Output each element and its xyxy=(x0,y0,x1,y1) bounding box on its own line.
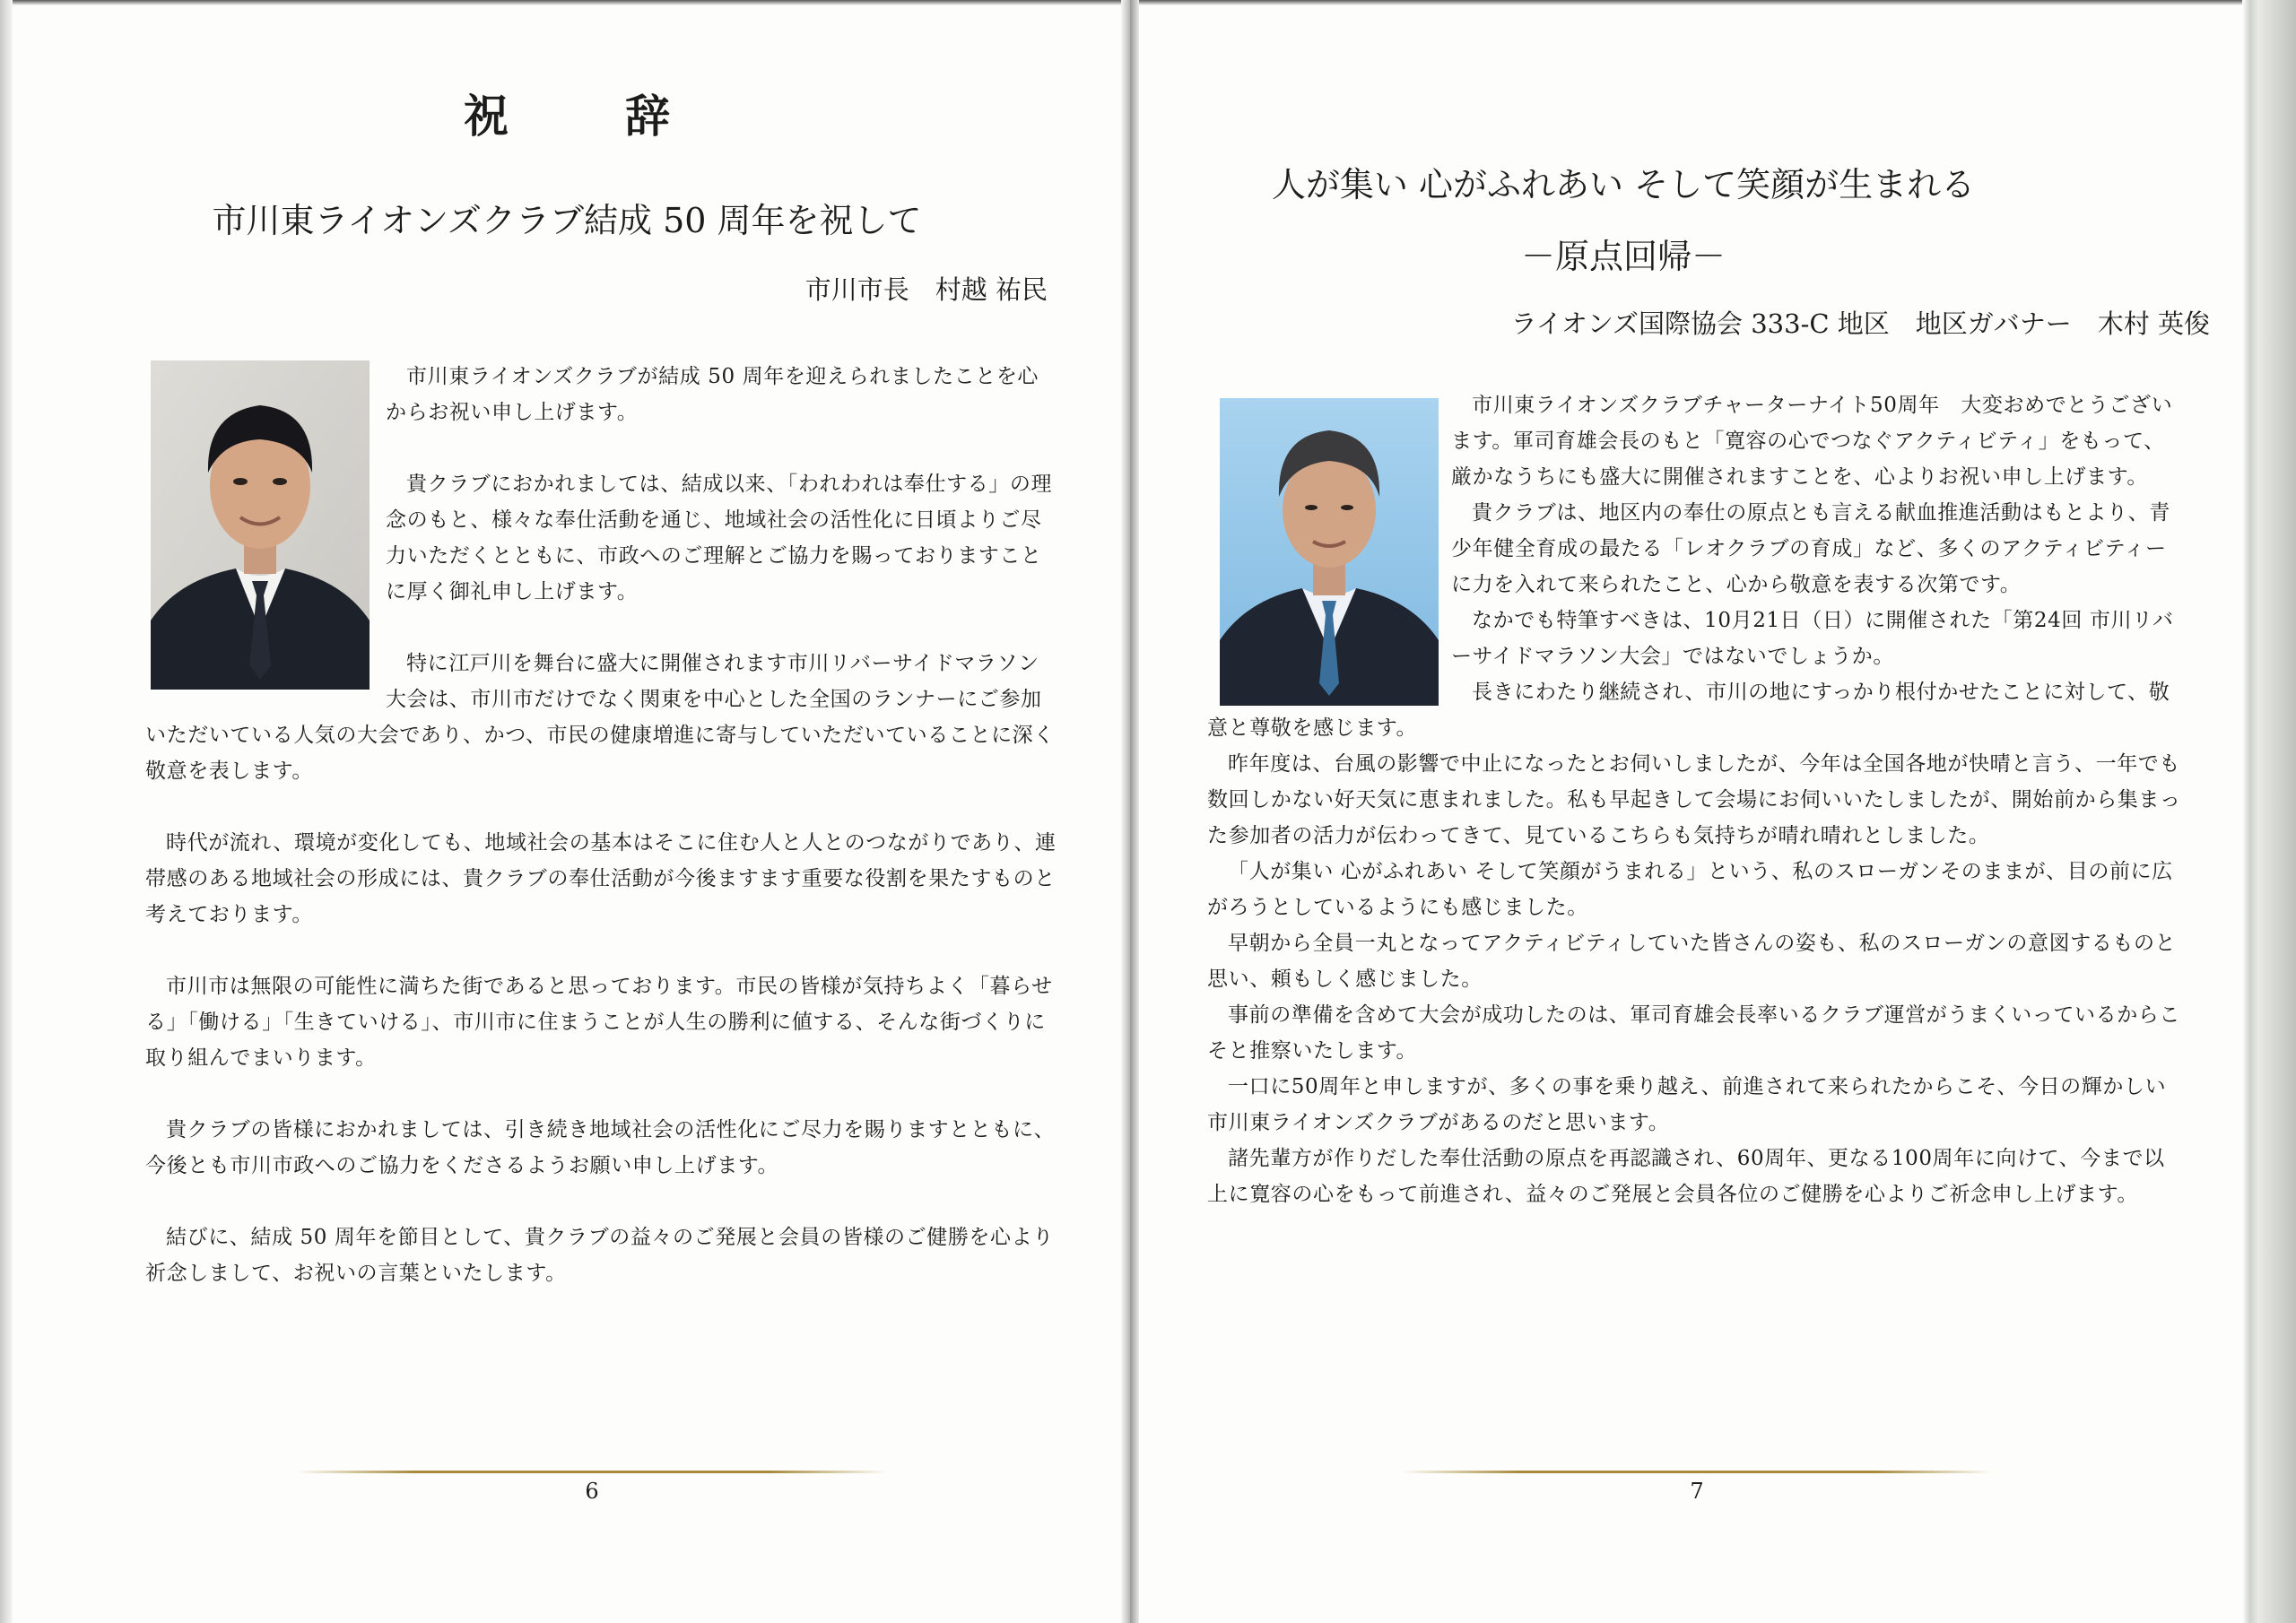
page-number: 6 xyxy=(585,1479,599,1504)
page-title: 祝 辞 xyxy=(464,90,706,143)
left-paragraph-3: 特に江戸川を舞台に盛大に開催されます市川リバーサイドマラソン大会は、市川市だけでなく関東を中心とした全国のランナーにご参加いただいている人気の大会であり、かつ、市民の健康増進に寄与していただいていることに深く敬意を表します。 xyxy=(145,652,1055,783)
left-paragraph-4: 時代が流れ、環境が変化しても、地域社会の基本はそこに住む人と人とのつながりであり、連帯感のある地域社会の形成には、貴クラブの奉仕活動が今後ますます重要な役割を果たすものと考えております。 xyxy=(145,831,1057,926)
left-page xyxy=(13,0,1121,1623)
left-paragraph-5: 市川市は無限の可能性に満ちた街であると思っております。市民の皆様が気持ちよく「暮らせる」「働ける」「生きていける」、市川市に住まうことが人生の勝利に値する、そんな街づくりに取り組んでまいります。 xyxy=(145,975,1053,1070)
right-paragraph-1: 市川東ライオンズクラブチャーターナイト50周年 大変おめでとうございます。軍司育雄会長のもと「寛容の心でつなぐアクティビティ」をもって、厳かなうちにも盛大に開催されますことを、心よりお祝い申し上げます。 xyxy=(1451,394,2173,489)
left-byline: 市川市長 村越 祐民 xyxy=(804,274,1048,305)
left-paragraph-1: 市川東ライオンズクラブが結成 50 周年を迎えられましたことを心からお祝い申し上げます。 xyxy=(386,365,1039,424)
right-paragraph-7: 早朝から全員一丸となってアクティビティしていた皆さんの姿も、私のスローガンの意図するものと思い、頼もしく感じました。 xyxy=(1207,932,2177,991)
right-paragraph-3: なかでも特筆すべきは、10月21日（日）に開催された「第24回 市川リバーサイドマラソン大会」ではないでしょうか。 xyxy=(1451,609,2174,668)
book-gutter xyxy=(1121,0,1139,1623)
footer-rule xyxy=(296,1471,888,1473)
left-paragraph-6: 貴クラブの皆様におかれましては、引き続き地域社会の活性化にご尽力を賜りますとともに、今後とも市川市政へのご協力をくださるようお願い申し上げます。 xyxy=(145,1118,1056,1177)
right-page xyxy=(1139,0,2242,1623)
left-paragraph-2: 貴クラブにおかれましては、結成以来、「われわれは奉仕する」の理念のもと、様々な奉仕活動を通じ、地域社会の活性化に日頃よりご尽力いただくとともに、市政へのご理解とご協力を賜っておりますことに厚く御礼申し上げます。 xyxy=(386,473,1053,603)
right-byline: ライオンズ国際協会 333-C 地区 地区ガバナー 木村 英俊 xyxy=(1510,308,2210,339)
right-paragraph-10: 諸先輩方が作りだした奉仕活動の原点を再認識され、60周年、更なる100周年に向けて、今まで以上に寛容の心をもって前進され、益々のご発展と会員各位のご健勝を心よりご祈念申し上げます。 xyxy=(1207,1147,2165,1206)
right-paragraph-5: 昨年度は、台風の影響で中止になったとお伺いしましたが、今年は全国各地が快晴と言う、一年でも数回しかない好天気に恵まれました。私も早起きして会場にお伺いいたしましたが、開始前から集まった参加者の活力が伝わってきて、見ているこちらも気持ちが晴れ晴れとしました。 xyxy=(1207,752,2181,847)
right-paragraph-2: 貴クラブは、地区内の奉仕の原点とも言える献血推進活動はもとより、青少年健全育成の最たる「レオクラブの育成」など、多くのアクティビティーに力を入れて来られたこと、心から敬意を表する次第です。 xyxy=(1451,501,2170,596)
right-paragraph-4: 長きにわたり継続され、市川の地にすっかり根付かせたことに対して、敬意と尊敬を感じます。 xyxy=(1207,681,2170,740)
right-paragraph-8: 事前の準備を含めて大会が成功したのは、軍司育雄会長率いるクラブ運営がうまくいっているからこそと推察いたします。 xyxy=(1207,1003,2180,1063)
right-paragraph-9: 一口に50周年と申しますが、多くの事を乗り越え、前進されて来られたからこそ、今日の輝かしい市川東ライオンズクラブがあるのだと思います。 xyxy=(1207,1075,2167,1134)
left-paragraph-7: 結びに、結成 50 周年を節目として、貴クラブの益々のご発展と会員の皆様のご健勝を心より祈念しまして、お祝いの言葉といたします。 xyxy=(145,1226,1054,1285)
left-body-text xyxy=(145,359,1057,1291)
right-body-text xyxy=(1207,387,2185,1212)
right-subheading: －原点回帰－ xyxy=(1520,237,1726,276)
footer-rule xyxy=(1401,1471,1993,1473)
left-heading: 市川東ライオンズクラブ結成 50 周年を祝して xyxy=(212,201,922,240)
right-heading: 人が集い 心がふれあい そして笑顔が生まれる xyxy=(1271,165,1976,204)
scan-right-edge xyxy=(2242,0,2296,1623)
photo-wrap-spacer xyxy=(145,359,386,717)
scan-left-edge xyxy=(0,0,13,1623)
page-number: 7 xyxy=(1690,1479,1704,1504)
photo-wrap-spacer xyxy=(1207,387,1451,701)
right-paragraph-6: 「人が集い 心がふれあい そして笑顔がうまれる」という、私のスローガンそのままが、目の前に広がろうとしているようにも感じました。 xyxy=(1207,860,2173,919)
